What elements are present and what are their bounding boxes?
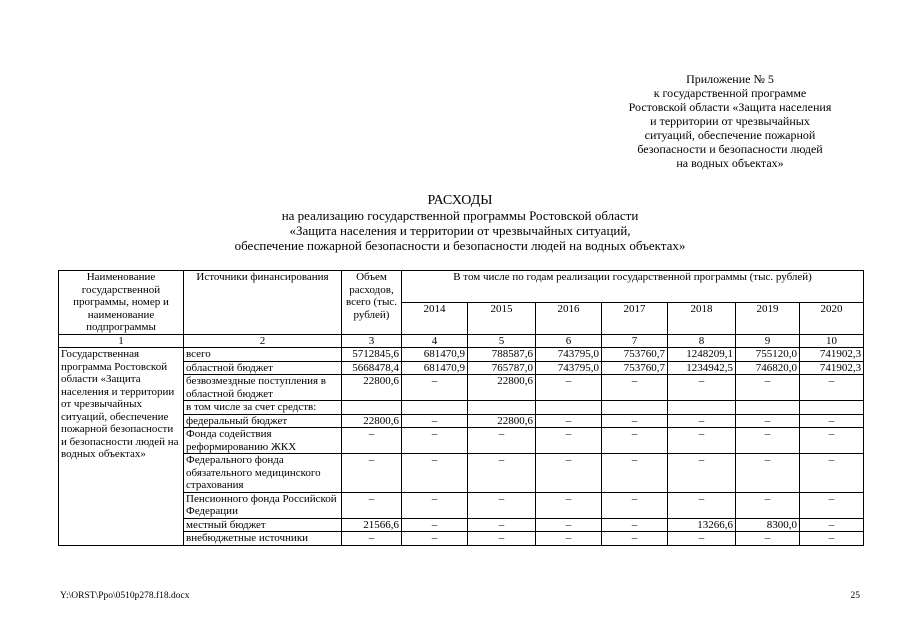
- total-cell: –: [342, 428, 402, 454]
- value-cell: –: [536, 428, 602, 454]
- value-cell: –: [602, 532, 668, 546]
- header-year: 2016: [536, 302, 602, 334]
- value-cell: 788587,6: [468, 348, 536, 362]
- appendix-note: [575, 72, 885, 170]
- value-cell: [736, 401, 800, 415]
- source-cell: областной бюджет: [184, 361, 342, 375]
- total-cell: 21566,6: [342, 518, 402, 532]
- value-cell: –: [800, 518, 864, 532]
- value-cell: –: [602, 414, 668, 428]
- value-cell: 765787,0: [468, 361, 536, 375]
- value-cell: –: [536, 492, 602, 518]
- value-cell: –: [468, 454, 536, 493]
- source-cell: местный бюджет: [184, 518, 342, 532]
- value-cell: [402, 401, 468, 415]
- value-cell: –: [468, 532, 536, 546]
- appendix-line: безопасности и безопасности людей: [637, 142, 823, 156]
- value-cell: –: [736, 532, 800, 546]
- total-cell: –: [342, 492, 402, 518]
- value-cell: [536, 401, 602, 415]
- source-cell: Пенсионного фонда Российской Федерации: [184, 492, 342, 518]
- value-cell: –: [468, 492, 536, 518]
- appendix-line: и территории от чрезвычайных: [650, 114, 810, 128]
- value-cell: 8300,0: [736, 518, 800, 532]
- value-cell: 22800,6: [468, 414, 536, 428]
- value-cell: 743795,0: [536, 361, 602, 375]
- source-cell: всего: [184, 348, 342, 362]
- header-name: Наименование государственной программы, номер и наименование подпрограммы: [59, 271, 184, 335]
- table-body: [59, 348, 864, 546]
- value-cell: 681470,9: [402, 361, 468, 375]
- header-year: 2015: [468, 302, 536, 334]
- header-year: 2019: [736, 302, 800, 334]
- value-cell: –: [602, 375, 668, 401]
- value-cell: –: [800, 375, 864, 401]
- program-name: Государственная программа Ростовской области «Защита населения и территории от чрезвычайных ситуаций, обеспечение пожарной безопасности и безопасности людей на водных объектах»: [59, 348, 184, 546]
- value-cell: –: [536, 375, 602, 401]
- value-cell: –: [402, 518, 468, 532]
- total-cell: 5712845,6: [342, 348, 402, 362]
- page-number: 25: [850, 591, 860, 601]
- source-cell: Федерального фонда обязательного медицинского страхования: [184, 454, 342, 493]
- source-cell: федеральный бюджет: [184, 414, 342, 428]
- value-cell: –: [736, 414, 800, 428]
- column-number: 6: [536, 334, 602, 348]
- source-cell: в том числе за счет средств:: [184, 401, 342, 415]
- value-cell: [468, 401, 536, 415]
- total-cell: 22800,6: [342, 375, 402, 401]
- value-cell: –: [736, 428, 800, 454]
- value-cell: –: [800, 454, 864, 493]
- value-cell: –: [602, 492, 668, 518]
- column-number: 8: [668, 334, 736, 348]
- document-title: [60, 193, 860, 253]
- source-cell: Фонда содействия реформированию ЖКХ: [184, 428, 342, 454]
- value-cell: 22800,6: [468, 375, 536, 401]
- appendix-line: к государственной программе: [653, 86, 807, 100]
- value-cell: –: [668, 414, 736, 428]
- file-path: Y:\ORST\Ppo\0510p278.f18.docx: [60, 591, 190, 601]
- column-number: 7: [602, 334, 668, 348]
- value-cell: –: [402, 375, 468, 401]
- value-cell: [668, 401, 736, 415]
- value-cell: –: [602, 454, 668, 493]
- header-source: Источники финансирования: [184, 271, 342, 335]
- column-number: 3: [342, 334, 402, 348]
- value-cell: 1248209,1: [668, 348, 736, 362]
- title-line: на реализацию государственной программы Ростовской области: [281, 208, 639, 223]
- header-row: [59, 271, 864, 303]
- value-cell: 743795,0: [536, 348, 602, 362]
- source-cell: безвозмездные поступления в областной бюджет: [184, 375, 342, 401]
- value-cell: 1234942,5: [668, 361, 736, 375]
- title-line: обеспечение пожарной безопасности и безопасности людей на водных объектах»: [234, 238, 686, 253]
- header-year: 2014: [402, 302, 468, 334]
- value-cell: –: [736, 375, 800, 401]
- total-cell: –: [342, 532, 402, 546]
- column-number: 10: [800, 334, 864, 348]
- value-cell: [800, 401, 864, 415]
- value-cell: [602, 401, 668, 415]
- value-cell: –: [402, 532, 468, 546]
- title-main: РАСХОДЫ: [427, 193, 493, 208]
- header-year: 2017: [602, 302, 668, 334]
- source-cell: внебюджетные источники: [184, 532, 342, 546]
- header-year: 2020: [800, 302, 864, 334]
- value-cell: –: [536, 518, 602, 532]
- page-footer: [60, 591, 860, 601]
- value-cell: –: [402, 492, 468, 518]
- value-cell: 13266,6: [668, 518, 736, 532]
- title-line: «Защита населения и территории от чрезвычайных ситуаций,: [289, 223, 631, 238]
- value-cell: 681470,9: [402, 348, 468, 362]
- appendix-line: Ростовской области «Защита населения: [628, 100, 832, 114]
- value-cell: –: [668, 492, 736, 518]
- column-number-row: [59, 334, 864, 348]
- value-cell: –: [402, 428, 468, 454]
- value-cell: 746820,0: [736, 361, 800, 375]
- value-cell: 741902,3: [800, 361, 864, 375]
- column-number: 1: [59, 334, 184, 348]
- header-year: 2018: [668, 302, 736, 334]
- column-number: 2: [184, 334, 342, 348]
- table-row: [59, 348, 864, 362]
- value-cell: 741902,3: [800, 348, 864, 362]
- column-number: 4: [402, 334, 468, 348]
- value-cell: –: [602, 518, 668, 532]
- total-cell: 5668478,4: [342, 361, 402, 375]
- appendix-line: Приложение № 5: [686, 72, 774, 86]
- value-cell: 753760,7: [602, 348, 668, 362]
- appendix-line: на водных объектах»: [676, 156, 784, 170]
- value-cell: –: [602, 428, 668, 454]
- total-cell: –: [342, 454, 402, 493]
- header-years-group: В том числе по годам реализации государственной программы (тыс. рублей): [402, 271, 864, 303]
- value-cell: –: [668, 428, 736, 454]
- value-cell: –: [468, 518, 536, 532]
- expenses-table: [58, 270, 864, 546]
- value-cell: –: [800, 532, 864, 546]
- appendix-line: ситуаций, обеспечение пожарной: [644, 128, 816, 142]
- total-cell: 22800,6: [342, 414, 402, 428]
- value-cell: –: [402, 454, 468, 493]
- value-cell: –: [536, 414, 602, 428]
- value-cell: –: [668, 454, 736, 493]
- value-cell: 753760,7: [602, 361, 668, 375]
- value-cell: –: [800, 414, 864, 428]
- value-cell: –: [468, 428, 536, 454]
- value-cell: –: [536, 454, 602, 493]
- value-cell: –: [800, 428, 864, 454]
- value-cell: –: [736, 454, 800, 493]
- column-number: 5: [468, 334, 536, 348]
- column-number: 9: [736, 334, 800, 348]
- value-cell: –: [800, 492, 864, 518]
- value-cell: –: [668, 375, 736, 401]
- value-cell: –: [402, 414, 468, 428]
- value-cell: –: [536, 532, 602, 546]
- value-cell: –: [668, 532, 736, 546]
- total-cell: [342, 401, 402, 415]
- value-cell: –: [736, 492, 800, 518]
- header-total: Объем расходов, всего (тыс. рублей): [342, 271, 402, 335]
- value-cell: 755120,0: [736, 348, 800, 362]
